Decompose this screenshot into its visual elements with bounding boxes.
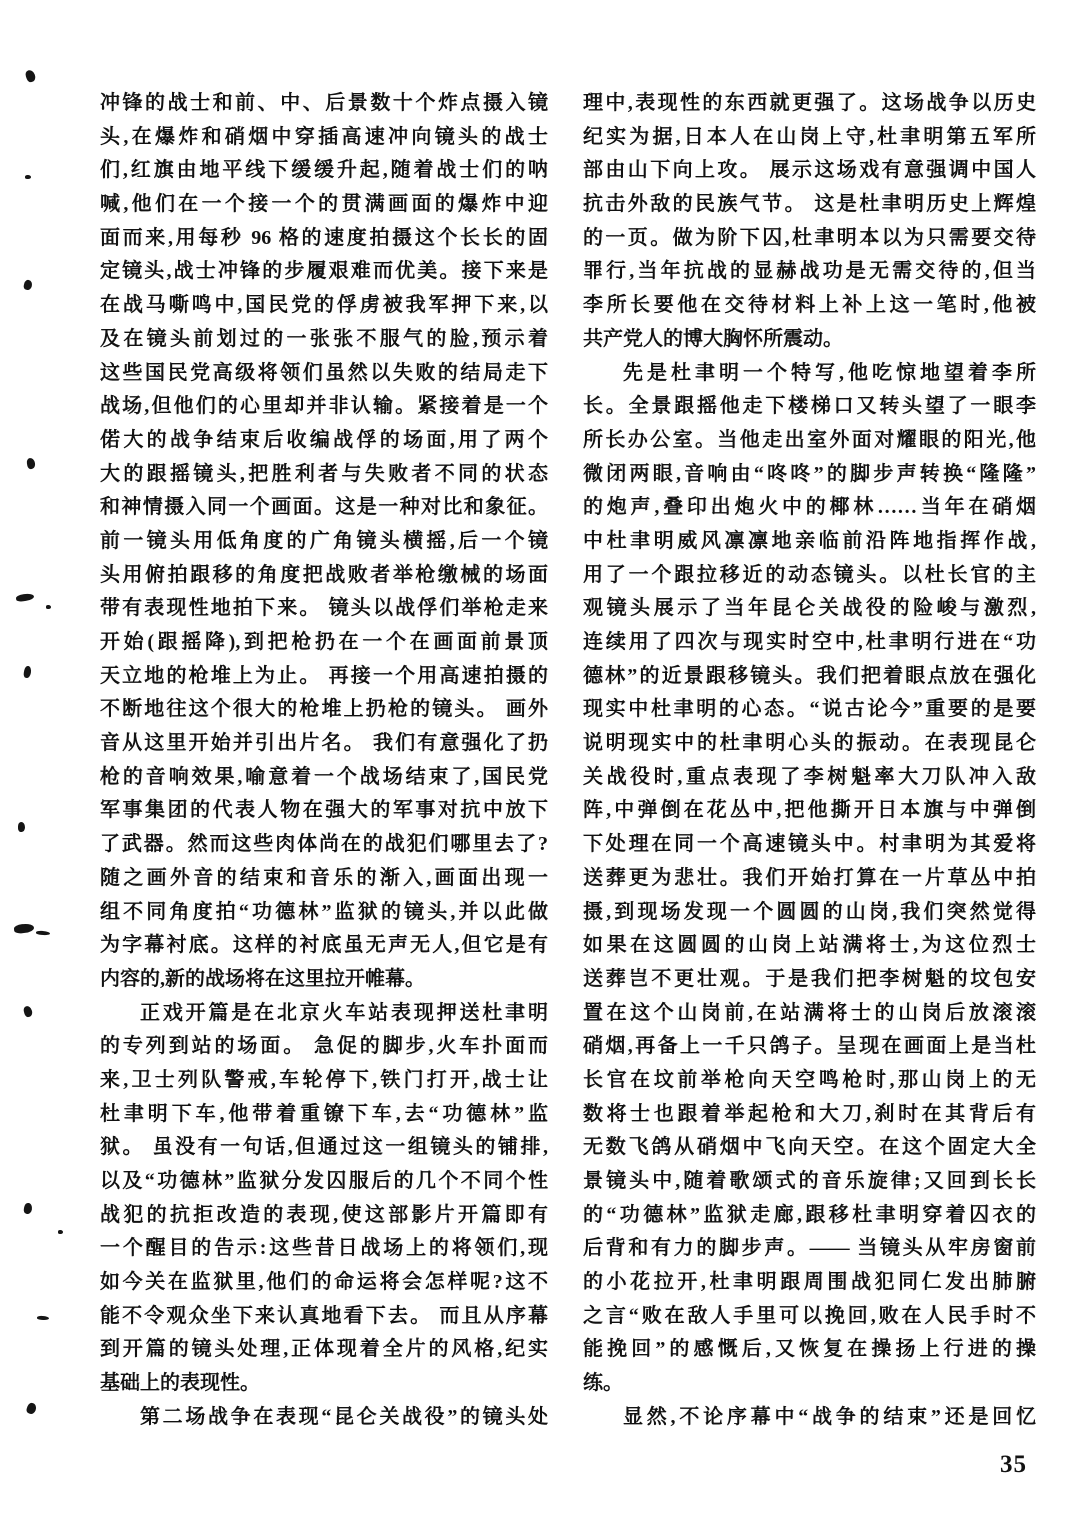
text-line: 阵,中弹倒在花丛中,把他撕开日本旗与中弹倒: [583, 799, 1036, 822]
left-column: [100, 87, 548, 1435]
text-line: 基础上的表现性。: [100, 1372, 260, 1395]
text-line: 这些国民党高级将领们虽然以失败的结局走下: [100, 361, 548, 384]
text-line: 置在这个山岗前,在站满将士的山岗后放滚滚: [583, 1001, 1036, 1024]
ink-speck: [23, 279, 33, 291]
text-line: 中杜聿明威风凛凛地亲临前沿阵地指挥作战,: [583, 529, 1036, 552]
text-line: 长。全景跟摇他走下楼梯口又转头望了一眼李: [583, 395, 1036, 418]
text-line: 前一镜头用低角度的广角镜头横摇,后一个镜: [100, 529, 548, 552]
ink-speck: [18, 822, 25, 832]
text-line: 的“功德林”监狱走廊,跟移杜聿明穿着囚衣的: [583, 1203, 1036, 1226]
text-line: 所长办公室。当他走出室外面对耀眼的阳光,他: [583, 428, 1036, 451]
text-line: 开始(跟摇降),到把枪扔在一个在画面前景顶: [100, 631, 548, 653]
text-line: 李所长要他在交待材料上补上这一笔时,他被: [583, 294, 1036, 317]
text-line: 硝烟,再备上一千只鸽子。呈现在画面上是当杜: [583, 1035, 1036, 1058]
text-line: 杜聿明下车,他带着重镣下车,去“功德林”监: [100, 1102, 548, 1125]
text-line: 头,在爆炸和硝烟中穿插高速冲向镜头的战士: [100, 125, 548, 148]
text-line: 练。: [583, 1372, 623, 1395]
text-line: 用了一个跟拉移近的动态镜头。以杜长官的主: [583, 563, 1036, 586]
text-line: 天立地的枪堆上为止。 再接一个用高速拍摄的: [100, 664, 548, 687]
page-number: 35: [1000, 1451, 1027, 1478]
text-line: 偌大的战争结束后收编战俘的场面,用了两个: [100, 428, 548, 451]
ink-speck: [16, 593, 35, 602]
text-line: 大的跟摇镜头,把胜利者与失败者不同的状态: [100, 462, 548, 485]
text-line: 定镜头,战士冲锋的步履艰难而优美。接下来是: [100, 260, 548, 283]
text-line: 到开篇的镜头处理,正体现着全片的风格,纪实: [100, 1338, 548, 1361]
text-line: 如今关在监狱里,他们的命运将会怎样呢?这不: [100, 1271, 548, 1294]
text-line: 摄,到现场发现一个圆圆的山岗,我们突然觉得: [583, 900, 1036, 923]
ink-speck: [14, 923, 35, 934]
text-line: 抗击外敌的民族气节。 这是杜聿明历史上辉煌: [583, 193, 1036, 216]
ink-speck: [25, 175, 31, 179]
text-line: 送葬岂不更壮观。于是我们把李树魁的坟包安: [583, 967, 1036, 990]
text-line: 随之画外音的结束和音乐的渐入,画面出现一: [100, 866, 548, 889]
text-line: 战犯的抗拒改造的表现,使这部影片开篇即有: [100, 1203, 548, 1226]
text-line: 的小花拉开,杜聿明跟周围战犯同仁发出肺腑: [583, 1271, 1036, 1294]
text-line: 数将士也跟着举起枪和大刀,刹时在其背后有: [583, 1102, 1036, 1125]
text-line: 长官在坟前举枪向天空鸣枪时,那山岗上的无: [583, 1068, 1036, 1091]
text-line: 第二场战争在表现“昆仑关战役”的镜头处: [140, 1405, 548, 1428]
ink-speck: [23, 1202, 33, 1214]
text-line: 理中,表现性的东西就更强了。这场战争以历史: [583, 92, 1036, 114]
text-line: 来,卫士列队警戒,车轮停下,铁门打开,战士让: [100, 1068, 548, 1091]
text-line: 和神情摄入同一个画面。这是一种对比和象征。: [100, 496, 548, 519]
text-line: 德林”的近景跟移镜头。我们把着眼点放在强化: [583, 664, 1036, 687]
ink-speck: [25, 1402, 37, 1415]
ink-speck: [23, 665, 32, 678]
text-line: 一个醒目的告示:这些昔日战场上的将领们,现: [100, 1237, 548, 1260]
text-line: 的炮声,叠印出炮火中的椰林……当年在硝烟: [583, 496, 1036, 519]
text-line: 之言“败在敌人手里可以挽回,败在人民手时不: [583, 1304, 1036, 1327]
text-line: 的一页。做为阶下囚,杜聿明本以为只需要交待: [583, 226, 1036, 249]
text-line: 现实中杜聿明的心态。“说古论今”重要的是要: [583, 698, 1036, 721]
text-line: 的专列到站的场面。 急促的脚步,火车扑面而: [100, 1035, 548, 1058]
text-line: 观镜头展示了当年昆仑关战役的险峻与激烈,: [583, 597, 1036, 620]
text-line: 送葬更为悲壮。我们开始打算在一片草丛中拍: [583, 866, 1036, 889]
text-line: 内容的,新的战场将在这里拉开帷幕。: [100, 967, 425, 990]
text-line: 为字幕衬底。这样的衬底虽无声无人,但它是有: [100, 934, 548, 957]
text-line: 狱。 虽没有一句话,但通过这一组镜头的铺排,: [100, 1136, 548, 1159]
text-line: 面而来,用每秒 96 格的速度拍摄这个长长的固: [100, 226, 548, 249]
text-line: 后背和有力的脚步声。—— 当镜头从牢房窗前: [583, 1237, 1036, 1260]
text-line: 景镜头中,随着歌颂式的音乐旋律;又回到长长: [583, 1170, 1036, 1192]
ink-speck: [24, 69, 37, 83]
text-line: 正戏开篇是在北京火车站表现押送杜聿明: [140, 1001, 548, 1024]
text-line: 微闭两眼,音响由“咚咚”的脚步声转换“隆隆”: [583, 462, 1036, 485]
text-line: 冲锋的战士和前、中、后景数十个炸点摄入镜: [100, 92, 548, 114]
text-line: 说明现实中的杜聿明心头的振动。在表现昆仑: [583, 732, 1036, 755]
text-line: 部由山下向上攻。 展示这场戏有意强调中国人: [583, 159, 1036, 182]
text-line: 喊,他们在一个接一个的贯满画面的爆炸中迎: [100, 193, 548, 216]
ink-speck: [23, 1005, 34, 1018]
text-line: 无数飞鸽从硝烟中飞向天空。在这个固定大全: [583, 1136, 1036, 1159]
text-line: 纪实为据,日本人在山岗上守,杜聿明第五军所: [583, 125, 1036, 148]
text-line: 先是杜聿明一个特写,他吃惊地望着李所: [623, 361, 1036, 384]
text-line: 带有表现性地拍下来。 镜头以战俘们举枪走来: [100, 597, 548, 620]
text-line: 音从这里开始并引出片名。 我们有意强化了扔: [100, 732, 548, 755]
text-line: 战场,但他们的心里却并非认输。紧接着是一个: [100, 395, 548, 418]
text-line: 不断地往这个很大的枪堆上扔枪的镜头。 画外: [100, 698, 548, 721]
text-line: 能挽回”的感慨后,又恢复在操扬上行进的操: [583, 1338, 1036, 1361]
text-line: 能不令观众坐下来认真地看下去。 而且从序幕: [100, 1304, 548, 1327]
text-line: 连续用了四次与现实时空中,杜聿明行进在“功: [583, 631, 1036, 653]
text-line: 在战马嘶鸣中,国民党的俘虏被我军押下来,以: [100, 294, 548, 317]
text-line: 们,红旗由地平线下缓缓升起,随着战士们的呐: [100, 159, 548, 182]
right-column: [583, 87, 1036, 1435]
text-line: 了武器。然而这些肉体尚在的战犯们哪里去了?: [100, 833, 548, 856]
text-line: 如果在这圆圆的山岗上站满将士,为这位烈士: [583, 934, 1036, 957]
ink-speck: [37, 1316, 49, 1321]
text-line: 组不同角度拍“功德林”监狱的镜头,并以此做: [100, 900, 548, 923]
text-line: 共产党人的博大胸怀所震动。: [583, 327, 843, 350]
text-line: 罪行,当年抗战的显赫战功是无需交待的,但当: [583, 260, 1036, 283]
text-line: 军事集团的代表人物在强大的军事对抗中放下: [100, 799, 548, 822]
text-line: 及在镜头前划过的一张张不服气的脸,预示着: [100, 327, 548, 350]
ink-speck: [46, 605, 51, 609]
text-line: 枪的音响效果,喻意着一个战场结束了,国民党: [100, 765, 548, 788]
text-line: 关战役时,重点表现了李树魁率大刀队冲入敌: [583, 765, 1036, 788]
text-line: 下处理在同一个高速镜头中。村聿明为其爱将: [583, 833, 1036, 856]
text-line: 以及“功德林”监狱分发囚服后的几个不同个性: [100, 1170, 548, 1192]
text-line: 显然,不论序幕中“战争的结束”还是回忆: [623, 1405, 1036, 1428]
ink-speck: [36, 931, 50, 936]
ink-speck: [58, 1230, 63, 1234]
ink-speck: [26, 457, 36, 469]
text-line: 头用俯拍跟移的角度把战败者举枪缴械的场面: [100, 563, 548, 586]
